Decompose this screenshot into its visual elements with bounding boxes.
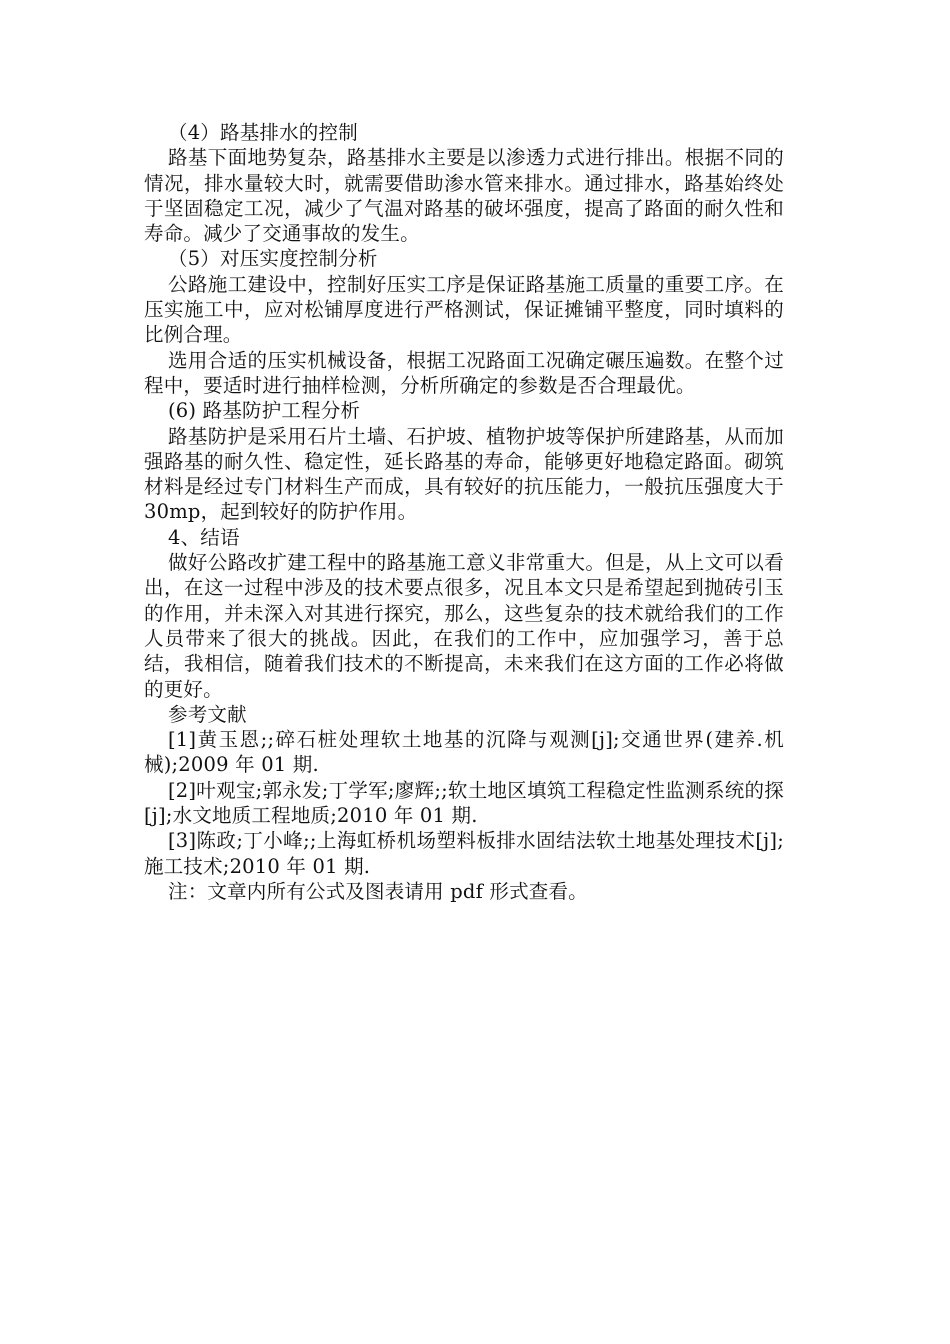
- body-paragraph: 路基防护是采用石片土墙、石护坡、植物护坡等保护所建路基，从而加强路基的耐久性、稳定性，延长路基的寿命，能够更好地稳定路面。砌筑材料是经过专门材料生产而成，具有较好的抗压能力，一般抗压强度大于 30mp，起到较好的防护作用。: [144, 424, 784, 524]
- reference-item: [2]叶观宝;郭永发;丁学军;廖辉;;软土地区填筑工程稳定性监测系统的探[j];水文地质工程地质;2010 年 01 期.: [144, 778, 784, 828]
- reference-item: [1]黄玉恩;;碎石桩处理软土地基的沉降与观测[j];交通世界(建养.机械);2009 年 01 期.: [144, 728, 784, 777]
- section-heading-drainage: （4）路基排水的控制: [168, 121, 358, 144]
- section-heading-conclusion: 4、结语: [168, 525, 240, 549]
- section-heading-protection: (6) 路基防护工程分析: [168, 399, 361, 423]
- document-body: [144, 120, 784, 904]
- reference-item: [3]陈政;丁小峰;;上海虹桥机场塑料板排水固结法软土地基处理技术[j];施工技术;2010 年 01 期.: [144, 829, 784, 878]
- section-heading-compaction: （5）对压实度控制分析: [168, 247, 378, 271]
- footnote: 注：文章内所有公式及图表请用 pdf 形式查看。: [168, 879, 588, 903]
- references-title: 参考文献: [168, 702, 247, 726]
- body-paragraph: 路基下面地势复杂，路基排水主要是以渗透力式进行排出。根据不同的情况，排水量较大时，就需要借助渗水管来排水。通过排水，路基始终处于坚固稳定工况，减少了气温对路基的破坏强度，提高了路面的耐久性和寿命。减少了交通事故的发生。: [144, 146, 784, 246]
- body-paragraph: 选用合适的压实机械设备，根据工况路面工况确定碾压遍数。在整个过程中，要适时进行抽样检测，分析所确定的参数是否合理最优。: [144, 348, 784, 397]
- body-paragraph: 做好公路改扩建工程中的路基施工意义非常重大。但是，从上文可以看出，在这一过程中涉及的技术要点很多，况且本文只是希望起到抛砖引玉的作用，并未深入对其进行探究，那么，这些复杂的技术就给我们的工作人员带来了很大的挑战。因此，在我们的工作中，应加强学习，善于总结，我相信，随着我们技术的不断提高，未来我们在这方面的工作必将做的更好。: [144, 551, 784, 701]
- body-paragraph: 公路施工建设中，控制好压实工序是保证路基施工质量的重要工序。在压实施工中，应对松铺厚度进行严格测试，保证摊铺平整度，同时填料的比例合理。: [144, 272, 784, 347]
